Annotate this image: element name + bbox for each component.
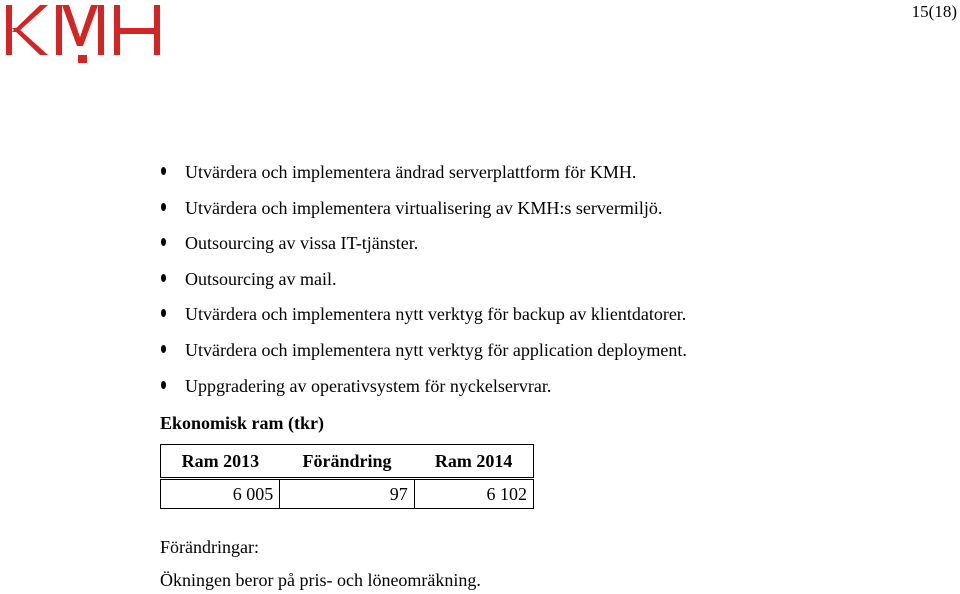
- changes-label: Förändringar:: [160, 537, 259, 557]
- page-number: 15(18): [911, 2, 957, 21]
- column-header-ram-2014: Ram 2014: [414, 445, 533, 479]
- table-header-row: [161, 445, 534, 479]
- list-item-text: Utvärdera och implementera virtualisering av KMH:s servermiljö.: [185, 197, 663, 218]
- bullet-icon: [161, 274, 166, 282]
- budget-table: [160, 444, 534, 509]
- column-header-forandring: Förändring: [280, 445, 415, 479]
- budget-heading: Ekonomisk ram (tkr): [160, 413, 325, 433]
- bullet-icon: [161, 381, 166, 389]
- list-item-text: Outsourcing av vissa IT-tjänster.: [185, 233, 419, 254]
- table-cell-ram-2014: 6 102: [414, 479, 533, 509]
- column-header-ram-2013: Ram 2013: [161, 445, 280, 479]
- list-item: [150, 193, 687, 229]
- bullet-icon: [161, 167, 166, 175]
- list-item-text: Utvärdera och implementera nytt verktyg för backup av klientdatorer.: [185, 304, 687, 325]
- table-cell-forandring: 97: [280, 479, 415, 509]
- kmh-logo: [4, 2, 162, 64]
- list-item: [150, 299, 687, 335]
- bullet-icon: [161, 238, 166, 246]
- list-item-text: Outsourcing av mail.: [185, 268, 337, 289]
- list-item: [150, 228, 687, 264]
- list-item: [150, 371, 687, 407]
- bullet-icon: [161, 309, 166, 317]
- list-item: [150, 335, 687, 371]
- changes-text: Ökningen beror på pris- och löneomräkning.: [160, 570, 481, 590]
- table-cell-ram-2013: 6 005: [161, 479, 280, 509]
- table-row: [161, 479, 534, 509]
- list-item: [150, 157, 687, 193]
- bullet-list: [150, 157, 687, 406]
- list-item: [150, 264, 687, 300]
- list-item-text: Uppgradering av operativsystem för nyckelservrar.: [185, 375, 552, 396]
- list-item-text: Utvärdera och implementera nytt verktyg för application deployment.: [185, 339, 687, 360]
- bullet-icon: [161, 203, 166, 211]
- list-item-text: Utvärdera och implementera ändrad serverplattform för KMH.: [185, 162, 637, 182]
- bullet-icon: [161, 345, 166, 353]
